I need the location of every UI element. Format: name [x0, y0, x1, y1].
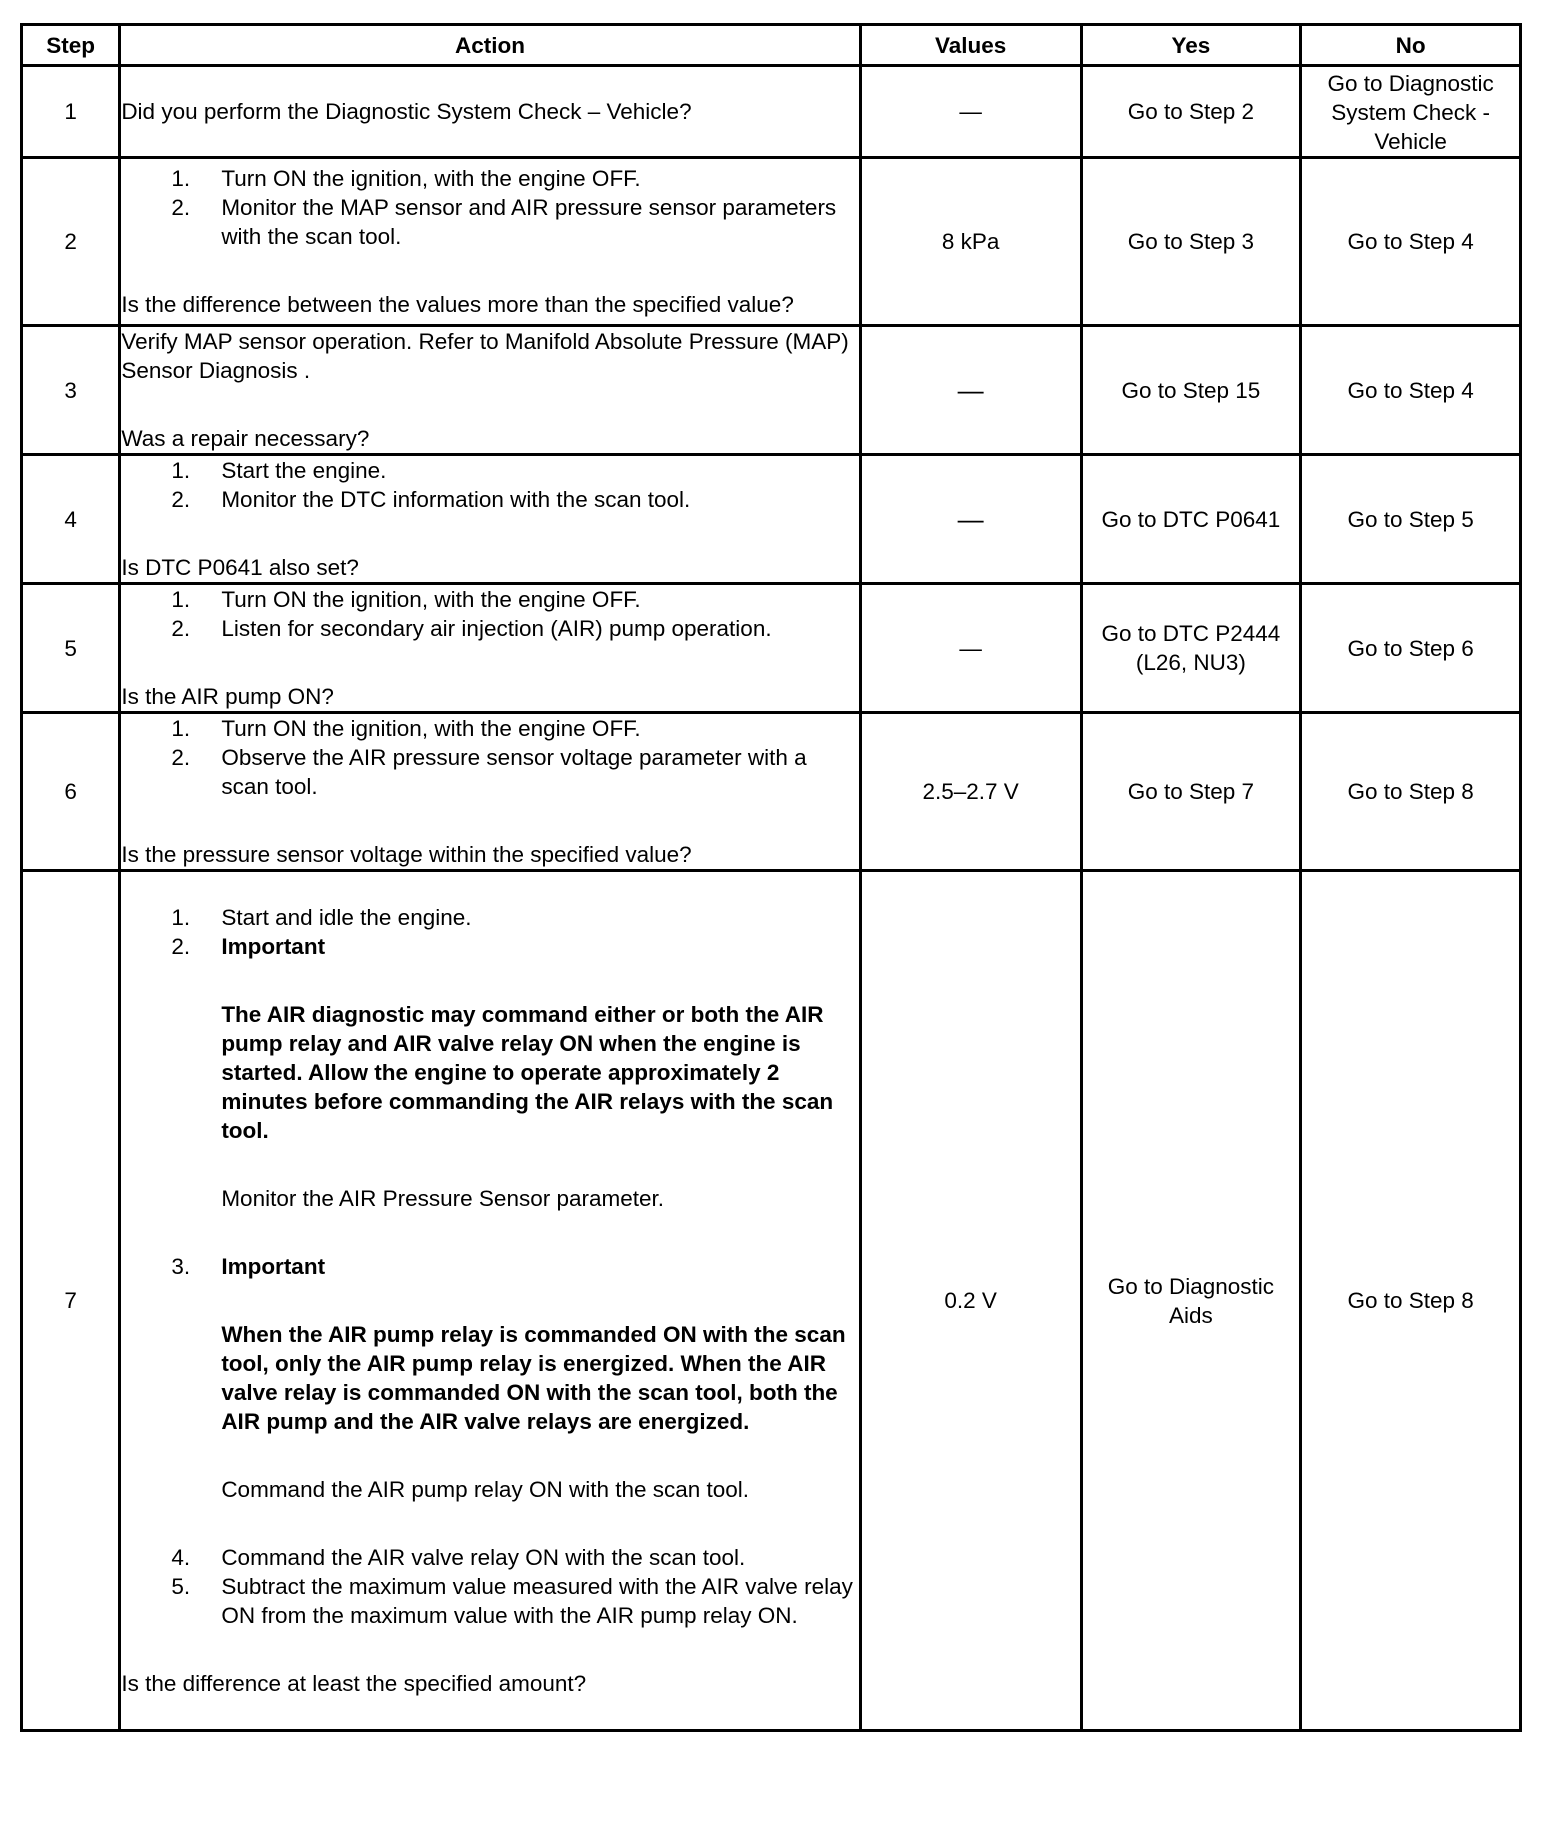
action-step-text: Monitor the AIR Pressure Sensor parameter. [221, 1186, 665, 1211]
no-cell: Go to Step 8 [1301, 713, 1521, 871]
action-instruction: Verify MAP sensor operation. Refer to Manifold Absolute Pressure (MAP) Sensor Diagnosis . [121, 329, 849, 383]
yes-cell: Go to DTC P0641 [1081, 455, 1301, 584]
table-row [22, 455, 1521, 584]
action-step: 2. Important The AIR diagnostic may command either or both the AIR pump relay and AIR valve relay ON when the engine is started. Allow the engine to operate approximately 2 minutes before commanding the AIR relays with the scan tool. Monitor the AIR Pressure Sensor parameter. [121, 932, 858, 1213]
value-cell: 0.2 V [860, 871, 1081, 1731]
table-row [22, 66, 1521, 158]
yes-cell: Go to Step 2 [1081, 66, 1301, 158]
action-step: 1. Start and idle the engine. [171, 905, 472, 930]
action-cell [120, 326, 860, 455]
step-number: 4 [22, 455, 120, 584]
action-step-text: Subtract the maximum value measured with the AIR valve relay ON from the maximum value with the AIR pump relay ON. [221, 1574, 853, 1628]
yes-cell: Go to Step 7 [1081, 713, 1301, 871]
action-question: Is the difference at least the specified amount? [121, 1671, 587, 1696]
yes-cell: Go to Step 15 [1081, 326, 1301, 455]
header-action: Action [120, 25, 860, 66]
action-step-text: Command the AIR pump relay ON with the scan tool. [221, 1477, 750, 1502]
action-step-text: Command the AIR valve relay ON with the scan tool. [221, 1545, 746, 1570]
action-cell [120, 158, 860, 326]
action-step: 2. Observe the AIR pressure sensor voltage parameter with a scan tool. [171, 745, 807, 799]
action-question: Is DTC P0641 also set? [121, 555, 359, 580]
table-row [22, 584, 1521, 713]
yes-cell: Go to Step 3 [1081, 158, 1301, 326]
yes-cell: Go to DTC P2444 (L26, NU3) [1081, 584, 1301, 713]
no-cell: Go to Step 8 [1301, 871, 1521, 1731]
action-step: 1. Turn ON the ignition, with the engine OFF. [171, 716, 641, 741]
important-notice: When the AIR pump relay is commanded ON with the scan tool, only the AIR pump relay is energized. When the AIR valve relay is commanded ON with the scan tool, both the AIR pump and the AIR valve relays are energized. [221, 1322, 846, 1434]
action-cell [120, 66, 860, 158]
action-steps-list [121, 714, 858, 801]
action-question: Is the AIR pump ON? [121, 684, 334, 709]
action-step-text: Observe the AIR pressure sensor voltage parameter with a scan tool. [221, 745, 807, 799]
action-steps-list [121, 164, 858, 251]
action-steps-list [121, 903, 858, 1630]
no-cell: Go to Step 6 [1301, 584, 1521, 713]
no-cell: Go to Diagnostic System Check - Vehicle [1301, 66, 1521, 158]
action-step-text: Listen for secondary air injection (AIR) pump operation. [221, 616, 772, 641]
action-question: Is the difference between the values more than the specified value? [121, 292, 794, 317]
action-question: Was a repair necessary? [121, 426, 370, 451]
step-number: 7 [22, 871, 120, 1731]
action-step-text: Turn ON the ignition, with the engine OFF. [221, 716, 641, 741]
action-step-text: Start and idle the engine. [221, 905, 472, 930]
important-heading: Important [221, 934, 326, 959]
action-step: 2. Listen for secondary air injection (AIR) pump operation. [171, 616, 772, 641]
action-instruction: Did you perform the Diagnostic System Check – Vehicle? [121, 99, 692, 124]
header-row [22, 25, 1521, 66]
action-step: 5. Subtract the maximum value measured with the AIR valve relay ON from the maximum value with the AIR pump relay ON. [171, 1574, 853, 1628]
important-heading: Important [221, 1254, 326, 1279]
action-cell [120, 455, 860, 584]
table-row [22, 713, 1521, 871]
action-cell [120, 584, 860, 713]
action-step-text: Turn ON the ignition, with the engine OFF. [221, 587, 641, 612]
action-steps-list [121, 456, 858, 514]
table-row [22, 871, 1521, 1731]
step-number: 2 [22, 158, 120, 326]
header-step: Step [22, 25, 120, 66]
action-step: 2. Monitor the DTC information with the scan tool. [171, 487, 691, 512]
value-cell: — [860, 455, 1081, 584]
action-steps-list [121, 585, 858, 643]
action-cell [120, 713, 860, 871]
table-row [22, 158, 1521, 326]
header-no: No [1301, 25, 1521, 66]
no-cell: Go to Step 4 [1301, 158, 1521, 326]
header-values: Values [860, 25, 1081, 66]
yes-cell: Go to Diagnostic Aids [1081, 871, 1301, 1731]
value-cell: 2.5–2.7 V [860, 713, 1081, 871]
action-step-text: Monitor the MAP sensor and AIR pressure sensor parameters with the scan tool. [221, 195, 837, 249]
value-cell: — [860, 66, 1081, 158]
header-yes: Yes [1081, 25, 1301, 66]
value-cell: — [860, 584, 1081, 713]
action-step-text: Start the engine. [221, 458, 387, 483]
action-step-text: Turn ON the ignition, with the engine OFF. [221, 166, 641, 191]
action-step: 4. Command the AIR valve relay ON with the scan tool. [171, 1545, 746, 1570]
action-cell [120, 871, 860, 1731]
step-number: 5 [22, 584, 120, 713]
table-row [22, 326, 1521, 455]
step-number: 6 [22, 713, 120, 871]
action-step: 1. Turn ON the ignition, with the engine OFF. [171, 166, 641, 191]
action-step: 2. Monitor the MAP sensor and AIR pressure sensor parameters with the scan tool. [171, 195, 837, 249]
action-step: 1. Start the engine. [171, 458, 387, 483]
value-cell: — [860, 326, 1081, 455]
diagnostic-table [20, 23, 1522, 1732]
important-notice: The AIR diagnostic may command either or both the AIR pump relay and AIR valve relay ON when the engine is started. Allow the engine to operate approximately 2 minutes before commanding the AIR relays with the scan tool. [221, 1002, 834, 1143]
step-number: 1 [22, 66, 120, 158]
action-question: Is the pressure sensor voltage within the specified value? [121, 842, 692, 867]
no-cell: Go to Step 5 [1301, 455, 1521, 584]
action-step-text: Monitor the DTC information with the scan tool. [221, 487, 691, 512]
value-cell: 8 kPa [860, 158, 1081, 326]
action-step: 3. Important When the AIR pump relay is commanded ON with the scan tool, only the AIR pump relay is energized. When the AIR valve relay is commanded ON with the scan tool, both the AIR pump and the AIR valve relays are energized. Command the AIR pump relay ON with the scan tool. [121, 1252, 858, 1504]
no-cell: Go to Step 4 [1301, 326, 1521, 455]
action-step: 1. Turn ON the ignition, with the engine OFF. [171, 587, 641, 612]
step-number: 3 [22, 326, 120, 455]
